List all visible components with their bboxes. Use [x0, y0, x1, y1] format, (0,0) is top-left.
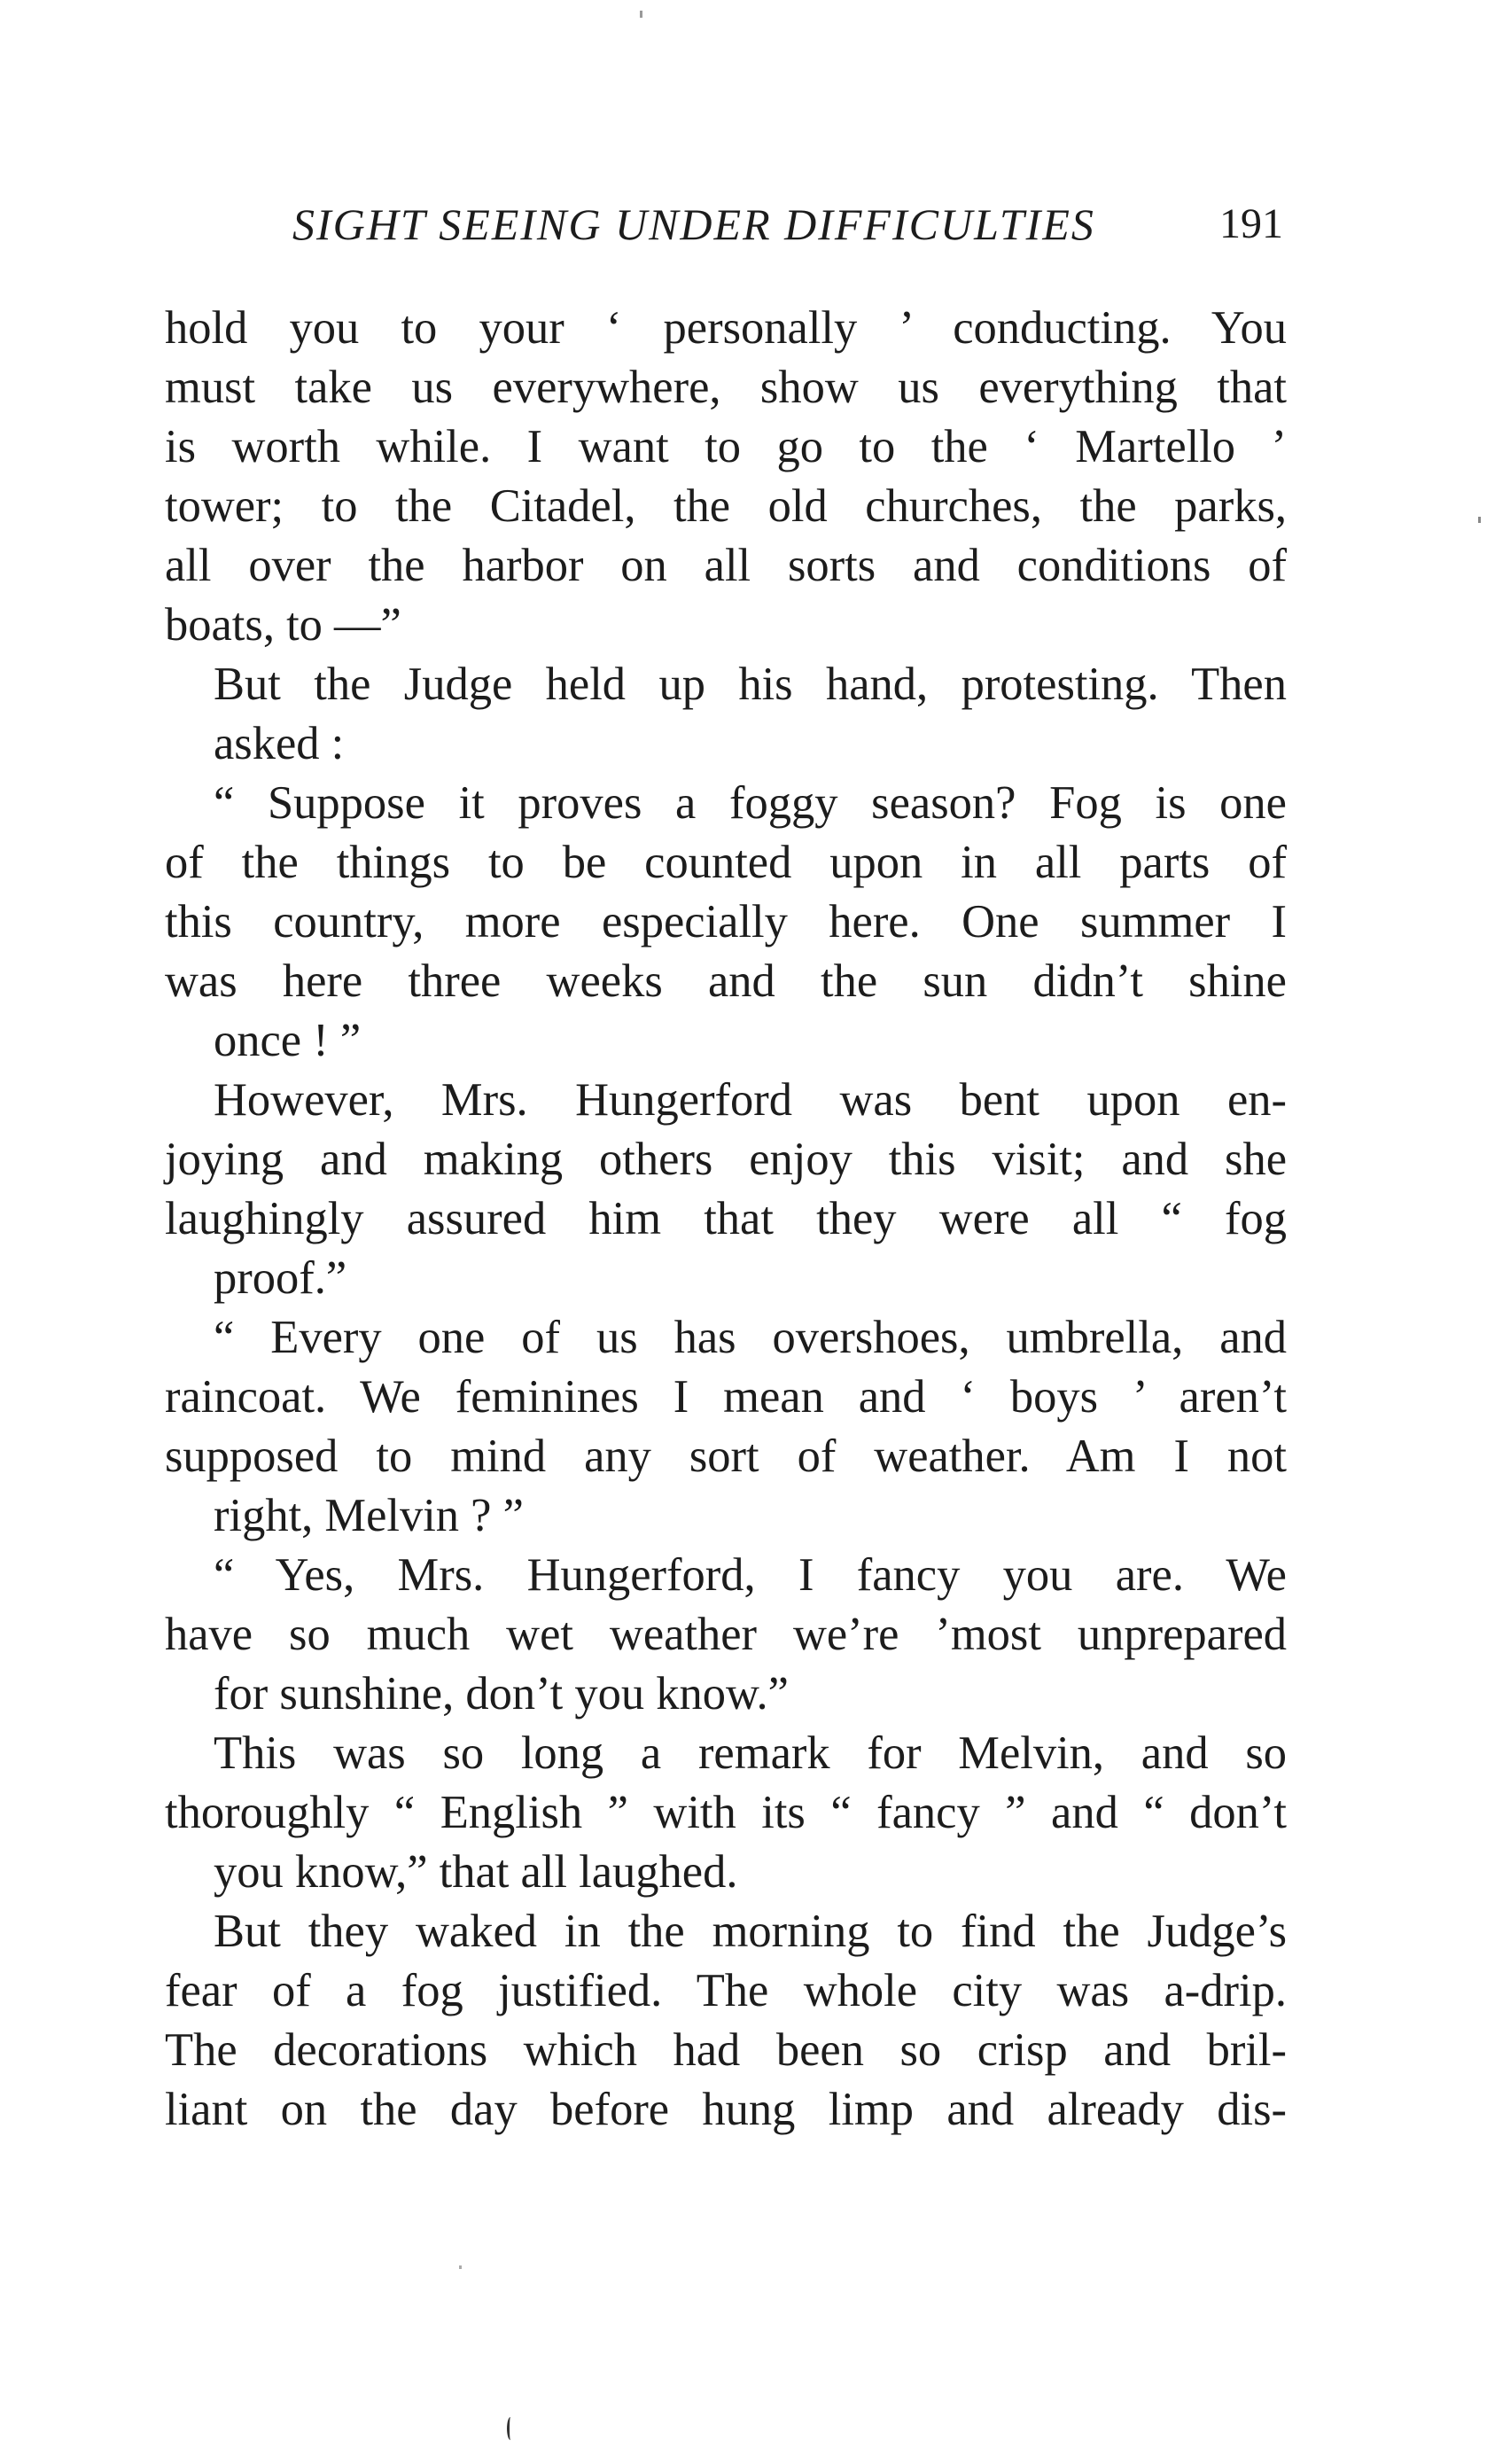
- text-line: “ Yes, Mrs. Hungerford, I fancy you are. We: [214, 1549, 1287, 1601]
- print-mark: [507, 2417, 514, 2440]
- text-line: liant on the day before hung limp and already dis-: [165, 2084, 1287, 2135]
- paragraph: [165, 655, 1287, 774]
- text-line: However, Mrs. Hungerford was bent upon en-: [214, 1074, 1287, 1126]
- text-line: fear of a fog justified. The whole city was a-drip.: [165, 1965, 1287, 2016]
- print-speck: [1478, 517, 1481, 523]
- text-line: have so much wet weather we’re ’most unprepared: [165, 1609, 1287, 1660]
- text-line: once ! ”: [214, 1015, 362, 1066]
- text-line: laughingly assured him that they were all “ fog: [165, 1193, 1287, 1244]
- text-line: “ Suppose it proves a foggy season? Fog is one: [214, 777, 1287, 829]
- paragraph: [165, 1546, 1287, 1724]
- text-line: The decorations which had been so crisp and bril-: [165, 2024, 1287, 2076]
- text-line: raincoat. We feminines I mean and ‘ boys ’ aren’t: [165, 1371, 1287, 1423]
- text-line: this country, more especially here. One summer I: [165, 896, 1287, 947]
- text-line: all over the harbor on all sorts and conditions of: [165, 540, 1287, 591]
- text-line: right, Melvin ? ”: [214, 1490, 524, 1541]
- text-line: joying and making others enjoy this visit; and she: [165, 1134, 1287, 1185]
- text-line: must take us everywhere, show us everything that: [165, 362, 1287, 413]
- paragraph: [165, 1071, 1287, 1308]
- text-line: hold you to your ‘ personally ’ conducting. You: [165, 302, 1287, 354]
- text-line: is worth while. I want to go to the ‘ Martello ’: [165, 421, 1287, 472]
- text-line: proof.”: [214, 1252, 347, 1304]
- text-line: of the things to be counted upon in all parts of: [165, 837, 1287, 888]
- print-speck: [640, 11, 642, 18]
- text-line: you know,” that all laughed.: [214, 1846, 738, 1898]
- body-text: [165, 299, 1287, 2140]
- text-line: “ Every one of us has overshoes, umbrella, and: [214, 1312, 1287, 1363]
- running-title: SIGHT SEEING UNDER DIFFICULTIES: [292, 199, 1095, 249]
- text-line: asked :: [214, 718, 345, 769]
- paragraph: [165, 774, 1287, 1071]
- text-line: tower; to the Citadel, the old churches, the parks,: [165, 480, 1287, 532]
- print-speck: [459, 2265, 462, 2269]
- paragraph: [165, 299, 1287, 655]
- text-line: This was so long a remark for Melvin, and so: [214, 1727, 1287, 1779]
- paragraph: [165, 1724, 1287, 1902]
- text-line: thoroughly “ English ” with its “ fancy ” and “ don’t: [165, 1787, 1287, 1838]
- text-line: supposed to mind any sort of weather. Am I not: [165, 1431, 1287, 1482]
- paragraph: [165, 1902, 1287, 2140]
- text-line: for sunshine, don’t you know.”: [214, 1668, 789, 1719]
- running-head: [292, 193, 1283, 255]
- paragraph: [165, 1308, 1287, 1546]
- page-number: 191: [1219, 200, 1283, 247]
- text-line: But they waked in the morning to find the Judge’s: [214, 1906, 1287, 1957]
- text-line: was here three weeks and the sun didn’t shine: [165, 955, 1287, 1007]
- text-line: But the Judge held up his hand, protesting. Then: [214, 659, 1287, 710]
- text-line: boats, to —”: [165, 599, 401, 651]
